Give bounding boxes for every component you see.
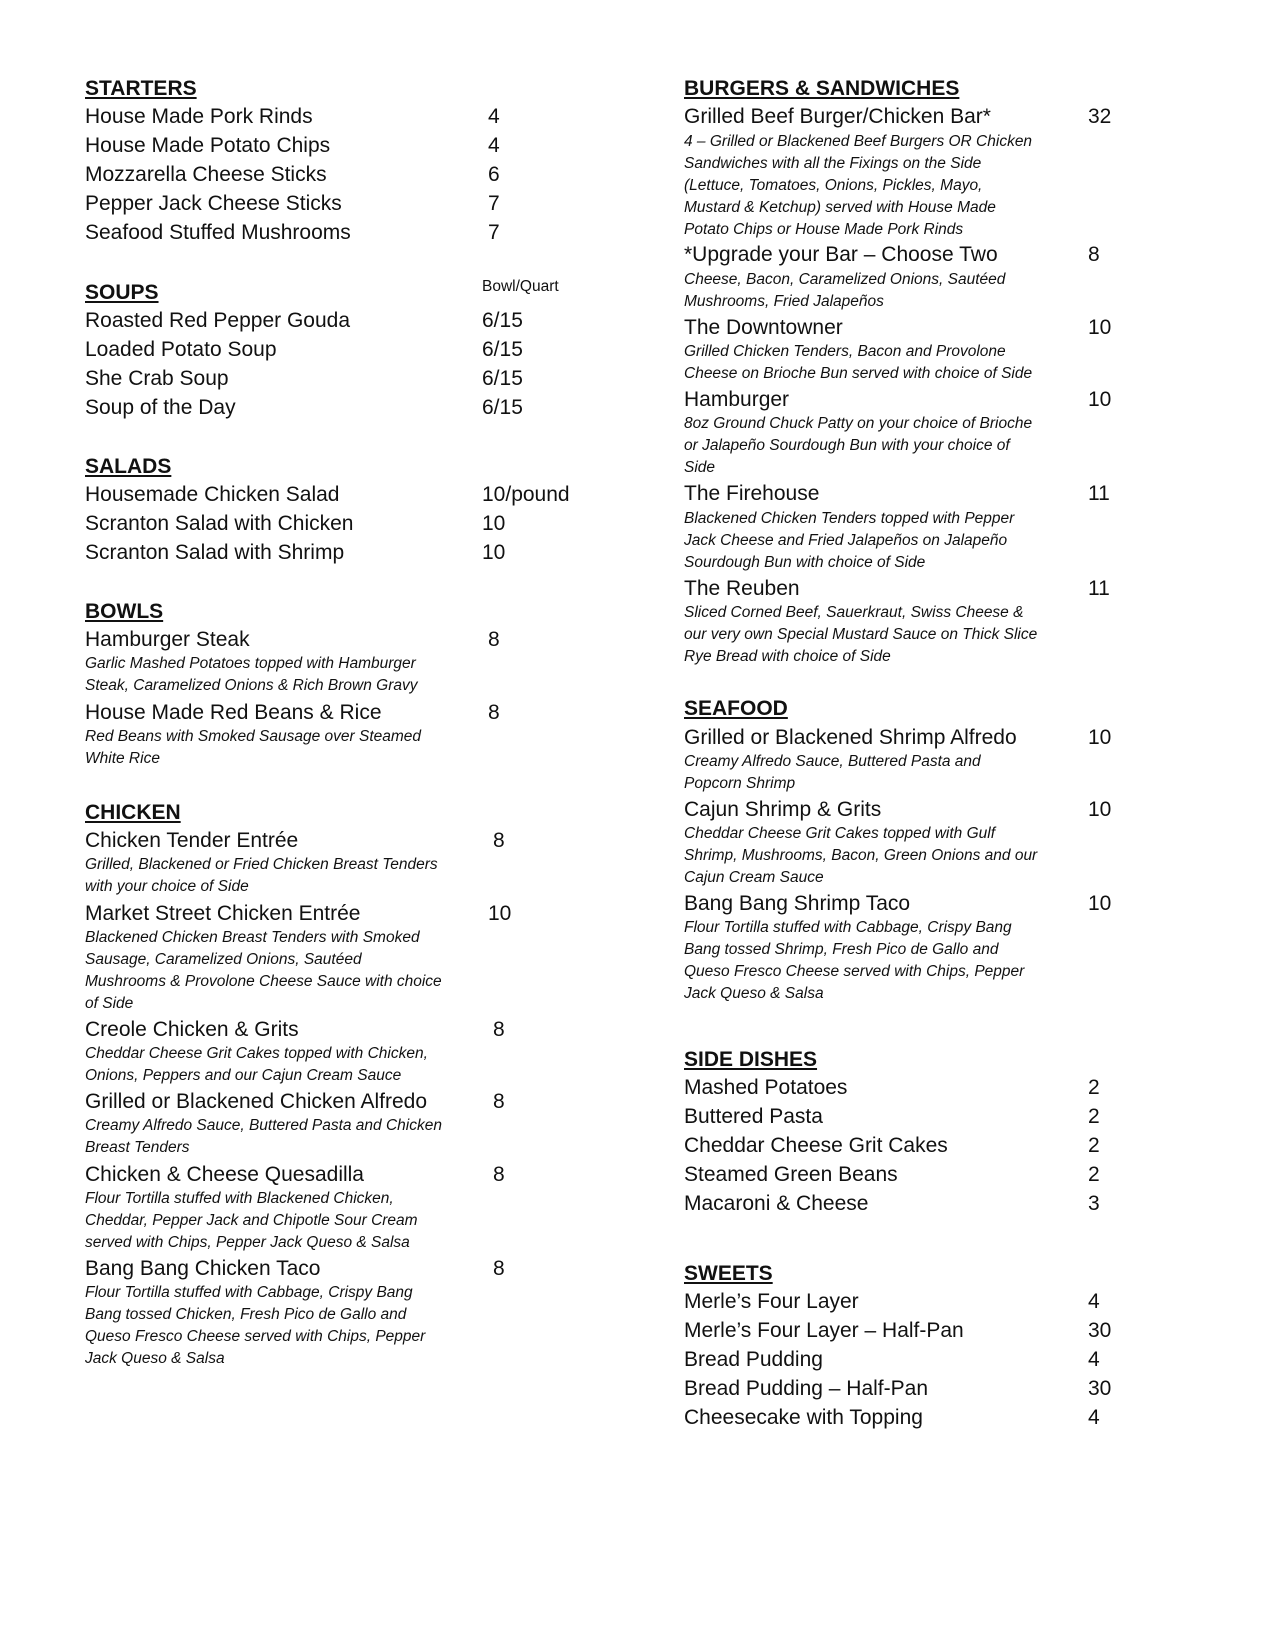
menu-item bbox=[85, 1256, 605, 1282]
item-price: 6/15 bbox=[482, 396, 523, 419]
item-name: Bread Pudding – Half-Pan bbox=[684, 1377, 928, 1400]
item-name: The Reuben bbox=[684, 577, 800, 600]
item-name: Steamed Green Beans bbox=[684, 1163, 898, 1186]
item-description: Red Beans with Smoked Sausage over Steamed bbox=[85, 728, 422, 745]
item-name: Cheddar Cheese Grit Cakes bbox=[684, 1134, 948, 1157]
item-name: Hamburger bbox=[684, 388, 790, 411]
menu-item bbox=[85, 133, 605, 159]
menu-item bbox=[85, 1162, 605, 1188]
item-name: Roasted Red Pepper Gouda bbox=[85, 309, 351, 332]
item-price: 8 bbox=[493, 1018, 505, 1041]
item-description: of Side bbox=[85, 995, 134, 1012]
menu-item bbox=[85, 482, 605, 508]
menu-item bbox=[85, 1017, 605, 1043]
menu-item bbox=[684, 1318, 1134, 1344]
item-description: Popcorn Shrimp bbox=[684, 775, 796, 792]
item-name: Chicken & Cheese Quesadilla bbox=[85, 1163, 364, 1186]
menu-item bbox=[85, 337, 605, 363]
bowls-heading: BOWLS bbox=[85, 600, 164, 623]
item-description: Cajun Cream Sauce bbox=[684, 869, 824, 886]
menu-item bbox=[684, 104, 1134, 130]
item-description: Rye Bread with choice of Side bbox=[684, 648, 891, 665]
menu-item bbox=[85, 540, 605, 566]
menu-item bbox=[85, 511, 605, 537]
item-name: Grilled Beef Burger/Chicken Bar* bbox=[684, 105, 991, 128]
item-name: Buttered Pasta bbox=[684, 1105, 823, 1128]
item-price: 2 bbox=[1088, 1105, 1100, 1128]
item-name: Hamburger Steak bbox=[85, 628, 250, 651]
item-price: 4 bbox=[488, 105, 500, 128]
item-description: served with Chips, Pepper Jack Queso & Salsa bbox=[85, 1234, 410, 1251]
item-name: Housemade Chicken Salad bbox=[85, 483, 340, 506]
menu-item bbox=[85, 901, 605, 927]
item-price: 6/15 bbox=[482, 309, 523, 332]
sweets-heading: SWEETS bbox=[684, 1262, 773, 1285]
menu-item bbox=[85, 104, 605, 130]
menu-item bbox=[684, 1133, 1134, 1159]
item-price: 30 bbox=[1088, 1377, 1112, 1400]
menu-item bbox=[684, 1347, 1134, 1373]
item-price: 4 bbox=[1088, 1348, 1100, 1371]
item-name: Bread Pudding bbox=[684, 1348, 823, 1371]
menu-item bbox=[85, 162, 605, 188]
item-price: 10 bbox=[488, 902, 512, 925]
item-description: Queso Fresco Cheese served with Chips, Pepper bbox=[684, 963, 1025, 980]
item-name: House Made Pork Rinds bbox=[85, 105, 313, 128]
item-price: 10 bbox=[1088, 726, 1112, 749]
item-price: 10 bbox=[482, 541, 506, 564]
item-description: Mushrooms, Fried Jalapeños bbox=[684, 293, 884, 310]
item-name: *Upgrade your Bar – Choose Two bbox=[684, 243, 998, 266]
item-price: 6/15 bbox=[482, 338, 523, 361]
item-price: 8 bbox=[493, 1257, 505, 1280]
item-price: 32 bbox=[1088, 105, 1112, 128]
menu-item bbox=[684, 725, 1134, 751]
item-description: Steak, Caramelized Onions & Rich Brown Gravy bbox=[85, 677, 418, 694]
item-price: 10 bbox=[1088, 798, 1112, 821]
item-description: Blackened Chicken Tenders topped with Pepper bbox=[684, 510, 1015, 527]
item-description: our very own Special Mustard Sauce on Thick Slice bbox=[684, 626, 1038, 643]
item-name: Scranton Salad with Chicken bbox=[85, 512, 354, 535]
item-price: 10 bbox=[1088, 316, 1112, 339]
item-description: Cheddar, Pepper Jack and Chipotle Sour Cream bbox=[85, 1212, 418, 1229]
item-description: Bang tossed Shrimp, Fresh Pico de Gallo and bbox=[684, 941, 999, 958]
item-name: Chicken Tender Entrée bbox=[85, 829, 299, 852]
item-name: Pepper Jack Cheese Sticks bbox=[85, 192, 342, 215]
item-description: Cheddar Cheese Grit Cakes topped with Gulf bbox=[684, 825, 996, 842]
menu-item bbox=[684, 1405, 1134, 1431]
item-description: Blackened Chicken Breast Tenders with Smoked bbox=[85, 929, 420, 946]
item-description: Sliced Corned Beef, Sauerkraut, Swiss Cheese & bbox=[684, 604, 1024, 621]
item-price: 30 bbox=[1088, 1319, 1112, 1342]
item-description: Mustard & Ketchup) served with House Made bbox=[684, 199, 996, 216]
item-name: Merle’s Four Layer – Half-Pan bbox=[684, 1319, 964, 1342]
item-description: Jack Queso & Salsa bbox=[85, 1350, 225, 1367]
item-description: Garlic Mashed Potatoes topped with Hamburger bbox=[85, 655, 416, 672]
item-name: Cheesecake with Topping bbox=[684, 1406, 923, 1429]
item-price: 4 bbox=[1088, 1290, 1100, 1313]
item-description: Grilled, Blackened or Fried Chicken Breast Tenders bbox=[85, 856, 438, 873]
menu-item bbox=[85, 828, 605, 854]
item-price: 8 bbox=[488, 628, 500, 651]
item-description: Creamy Alfredo Sauce, Buttered Pasta and Chicken bbox=[85, 1117, 442, 1134]
item-price: 4 bbox=[488, 134, 500, 157]
item-name: Mashed Potatoes bbox=[684, 1076, 848, 1099]
item-name: She Crab Soup bbox=[85, 367, 229, 390]
item-description: White Rice bbox=[85, 750, 160, 767]
item-description: Flour Tortilla stuffed with Cabbage, Crispy Bang bbox=[684, 919, 1012, 936]
menu-item bbox=[684, 481, 1134, 507]
menu-item bbox=[85, 308, 605, 334]
item-name: Seafood Stuffed Mushrooms bbox=[85, 221, 351, 244]
menu-item bbox=[85, 220, 605, 246]
item-description: Breast Tenders bbox=[85, 1139, 190, 1156]
sides-heading: SIDE DISHES bbox=[684, 1048, 818, 1071]
item-price: 11 bbox=[1088, 577, 1110, 600]
item-description: Creamy Alfredo Sauce, Buttered Pasta and bbox=[684, 753, 981, 770]
menu-item bbox=[85, 366, 605, 392]
item-price: 3 bbox=[1088, 1192, 1100, 1215]
salads-heading: SALADS bbox=[85, 455, 172, 478]
menu-item bbox=[684, 1075, 1134, 1101]
item-name: The Downtowner bbox=[684, 316, 843, 339]
item-description: (Lettuce, Tomatoes, Onions, Pickles, Mayo, bbox=[684, 177, 983, 194]
item-name: Loaded Potato Soup bbox=[85, 338, 277, 361]
item-price: 10 bbox=[1088, 388, 1112, 411]
menu-item bbox=[85, 627, 605, 653]
menu-item bbox=[85, 1089, 605, 1115]
item-description: Cheese, Bacon, Caramelized Onions, Sautéed bbox=[684, 271, 1006, 288]
item-name: Mozzarella Cheese Sticks bbox=[85, 163, 327, 186]
item-description: with your choice of Side bbox=[85, 878, 249, 895]
menu-item bbox=[684, 891, 1134, 917]
item-description: 4 – Grilled or Blackened Beef Burgers OR Chicken bbox=[684, 133, 1033, 150]
item-price: 2 bbox=[1088, 1163, 1100, 1186]
item-description: Sourdough Bun with choice of Side bbox=[684, 554, 926, 571]
item-price: 2 bbox=[1088, 1134, 1100, 1157]
item-name: Bang Bang Shrimp Taco bbox=[684, 892, 911, 915]
item-name: Grilled or Blackened Chicken Alfredo bbox=[85, 1090, 428, 1113]
item-price: 8 bbox=[488, 701, 500, 724]
item-description: Flour Tortilla stuffed with Cabbage, Crispy Bang bbox=[85, 1284, 413, 1301]
item-name: Scranton Salad with Shrimp bbox=[85, 541, 345, 564]
starters-heading: STARTERS bbox=[85, 77, 197, 100]
item-description: 8oz Ground Chuck Patty on your choice of Brioche bbox=[684, 415, 1033, 432]
menu-item bbox=[684, 576, 1134, 602]
item-description: Onions, Peppers and our Cajun Cream Sauce bbox=[85, 1067, 402, 1084]
item-name: Soup of the Day bbox=[85, 396, 236, 419]
item-description: Shrimp, Mushrooms, Bacon, Green Onions and our bbox=[684, 847, 1038, 864]
burgers-heading: BURGERS & SANDWICHES bbox=[684, 77, 960, 100]
item-price: 8 bbox=[493, 829, 505, 852]
menu-item bbox=[684, 1376, 1134, 1402]
item-name: Merle’s Four Layer bbox=[684, 1290, 859, 1313]
item-name: House Made Red Beans & Rice bbox=[85, 701, 382, 724]
item-description: Jack Queso & Salsa bbox=[684, 985, 824, 1002]
item-name: Macaroni & Cheese bbox=[684, 1192, 869, 1215]
item-description: Sausage, Caramelized Onions, Sautéed bbox=[85, 951, 362, 968]
item-description: Grilled Chicken Tenders, Bacon and Provolone bbox=[684, 343, 1006, 360]
item-price: 10 bbox=[482, 512, 506, 535]
soups-heading: SOUPS bbox=[85, 281, 159, 304]
menu-item bbox=[684, 315, 1134, 341]
item-name: Creole Chicken & Grits bbox=[85, 1018, 299, 1041]
item-description: Queso Fresco Cheese served with Chips, Pepper bbox=[85, 1328, 426, 1345]
item-price: 11 bbox=[1088, 482, 1110, 505]
chicken-heading: CHICKEN bbox=[85, 801, 181, 824]
menu-item bbox=[85, 395, 605, 421]
item-price: 2 bbox=[1088, 1076, 1100, 1099]
menu-item bbox=[684, 1162, 1134, 1188]
menu-item bbox=[684, 242, 1134, 268]
soups-size-note: Bowl/Quart bbox=[482, 278, 559, 295]
item-name: House Made Potato Chips bbox=[85, 134, 331, 157]
item-price: 10 bbox=[1088, 892, 1112, 915]
item-description: Mushrooms & Provolone Cheese Sauce with choice bbox=[85, 973, 442, 990]
item-name: The Firehouse bbox=[684, 482, 820, 505]
menu-item bbox=[85, 700, 605, 726]
item-price: 6/15 bbox=[482, 367, 523, 390]
item-description: or Jalapeño Sourdough Bun with your choice of bbox=[684, 437, 1010, 454]
item-price: 10/pound bbox=[482, 483, 570, 506]
item-name: Cajun Shrimp & Grits bbox=[684, 798, 882, 821]
item-description: Side bbox=[684, 459, 716, 476]
menu-item bbox=[85, 191, 605, 217]
item-price: 8 bbox=[493, 1090, 505, 1113]
menu-item bbox=[684, 797, 1134, 823]
item-price: 8 bbox=[493, 1163, 505, 1186]
seafood-heading: SEAFOOD bbox=[684, 697, 788, 720]
item-price: 7 bbox=[488, 192, 500, 215]
item-price: 7 bbox=[488, 221, 500, 244]
menu-item bbox=[684, 1104, 1134, 1130]
item-name: Market Street Chicken Entrée bbox=[85, 902, 361, 925]
item-description: Cheese on Brioche Bun served with choice of Side bbox=[684, 365, 1033, 382]
item-price: 8 bbox=[1088, 243, 1100, 266]
item-description: Cheddar Cheese Grit Cakes topped with Chicken, bbox=[85, 1045, 428, 1062]
item-description: Jack Cheese and Fried Jalapeños on Jalapeño bbox=[684, 532, 1008, 549]
item-description: Bang tossed Chicken, Fresh Pico de Gallo and bbox=[85, 1306, 407, 1323]
item-price: 4 bbox=[1088, 1406, 1100, 1429]
item-description: Flour Tortilla stuffed with Blackened Chicken, bbox=[85, 1190, 394, 1207]
menu-item bbox=[684, 387, 1134, 413]
item-name: Grilled or Blackened Shrimp Alfredo bbox=[684, 726, 1017, 749]
item-description: Potato Chips or House Made Pork Rinds bbox=[684, 221, 964, 238]
item-description: Sandwiches with all the Fixings on the Side bbox=[684, 155, 982, 172]
menu-item bbox=[684, 1191, 1134, 1217]
item-price: 6 bbox=[488, 163, 500, 186]
item-name: Bang Bang Chicken Taco bbox=[85, 1257, 321, 1280]
menu-item bbox=[684, 1289, 1134, 1315]
